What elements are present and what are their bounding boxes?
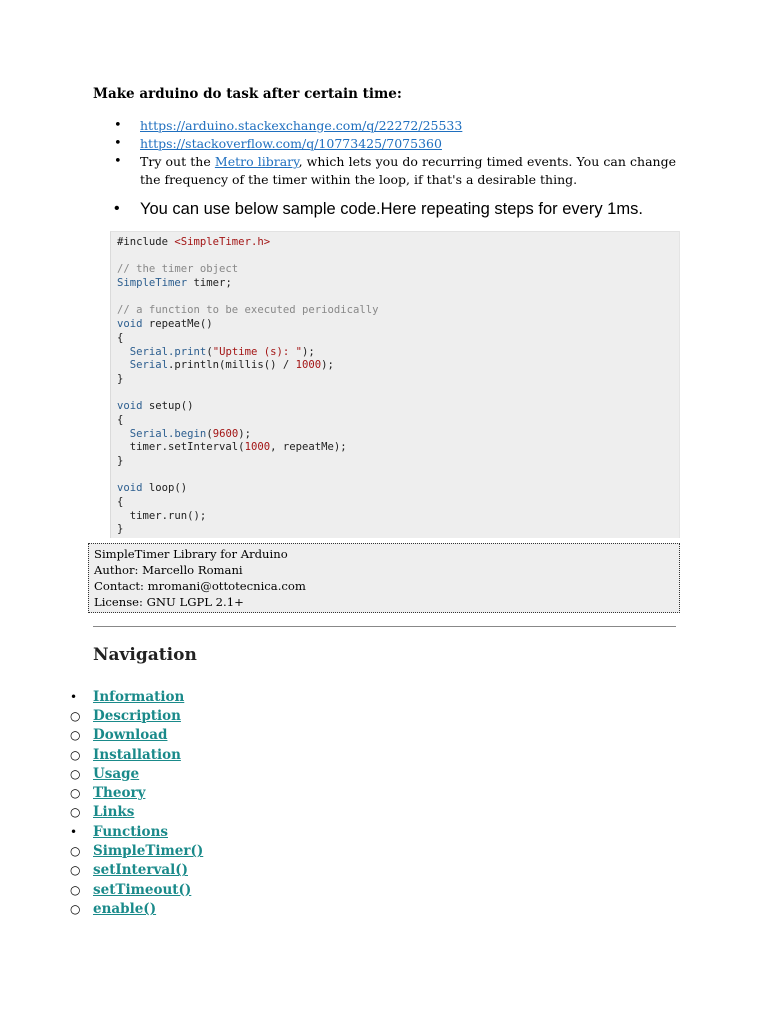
bullet-icon: • [114, 154, 122, 169]
nav-item-settimeout: ○ setTimeout() [70, 881, 192, 898]
nav-item-download: ○ Download [70, 727, 168, 744]
nav-item-information: • Information [70, 688, 185, 705]
nav-item-description: ○ Description [70, 707, 181, 724]
circle-bullet-icon: ○ [70, 863, 81, 878]
circle-bullet-icon: ○ [70, 766, 81, 781]
navigation-list [70, 687, 203, 919]
nav-item-theory: ○ Theory [70, 785, 146, 802]
circle-bullet-icon: ○ [70, 747, 81, 762]
reference-list [114, 117, 676, 221]
library-author: Author: Marcello Romani [94, 563, 243, 577]
library-contact: Contact: mromani@ottotecnica.com [94, 579, 306, 593]
bullet-icon: • [70, 689, 78, 704]
navigation-heading: Navigation [93, 645, 197, 665]
nav-item-installation: ○ Installation [70, 746, 181, 763]
divider [93, 626, 676, 627]
nav-item-links: ○ Links [70, 804, 135, 821]
list-item: • You can use below sample code.Here repeating steps for every 1ms. [114, 197, 676, 221]
library-info-box [88, 543, 680, 613]
circle-bullet-icon: ○ [70, 844, 81, 859]
library-license: License: GNU LGPL 2.1+ [94, 595, 244, 609]
circle-bullet-icon: ○ [70, 805, 81, 820]
list-item [114, 135, 676, 153]
bullet-icon: • [114, 200, 120, 217]
bullet-icon: • [114, 136, 122, 151]
code-block: #include <SimpleTimer.h> // the timer object SimpleTimer timer; // a function to be executed periodically void repeatMe() { Serial.print("Uptime (s): "); Serial.println(millis() / 1000); } void setup() { Serial.begin(9600); timer.setInterval(1000, repeatMe); } void loop() { timer.run(); } [110, 231, 680, 538]
circle-bullet-icon: ○ [70, 901, 81, 916]
nav-item-usage: ○ Usage [70, 765, 140, 782]
circle-bullet-icon: ○ [70, 708, 81, 723]
circle-bullet-icon: ○ [70, 728, 81, 743]
circle-bullet-icon: ○ [70, 882, 81, 897]
nav-item-simpletimer: ○ SimpleTimer() [70, 843, 204, 860]
bullet-icon: • [114, 118, 122, 133]
stackexchange-link[interactable]: https://arduino.stackexchange.com/q/22272/25533 [140, 118, 463, 133]
circle-bullet-icon: ○ [70, 786, 81, 801]
nav-item-setinterval: ○ setInterval() [70, 862, 188, 879]
list-item: • Try out the Metro library, which lets you do recurring timed events. You can change the frequency of the timer within the loop, if that's a desirable thing. [114, 154, 676, 187]
bullet-icon: • [70, 824, 78, 839]
metro-library-link[interactable]: Metro library [214, 154, 299, 169]
library-title: SimpleTimer Library for Arduino [94, 547, 288, 561]
nav-item-functions: • Functions [70, 823, 168, 840]
page-heading: Make arduino do task after certain time: [93, 86, 402, 102]
list-item [114, 117, 676, 135]
stackoverflow-link[interactable]: https://stackoverflow.com/q/10773425/7075360 [140, 136, 442, 151]
nav-item-enable: ○ enable() [70, 900, 157, 917]
